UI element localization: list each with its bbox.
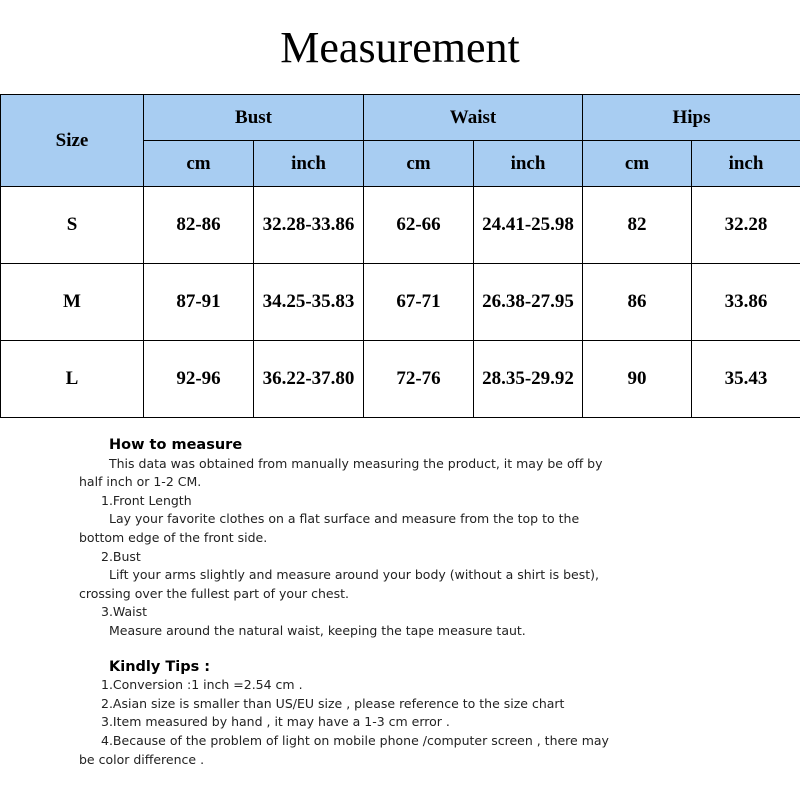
table-cell: 92-96 xyxy=(144,341,254,418)
tip-item: 4.Because of the problem of light on mobile phone /computer screen , there may xyxy=(101,732,609,748)
table-cell: 62-66 xyxy=(364,187,474,264)
waist-header: Waist xyxy=(364,95,583,141)
table-cell: 67-71 xyxy=(364,264,474,341)
front-length-title: 1.Front Length xyxy=(101,492,192,508)
unit-header: inch xyxy=(692,141,800,187)
notes-line: half inch or 1-2 CM. xyxy=(79,474,202,490)
unit-header: cm xyxy=(583,141,692,187)
table-cell: 86 xyxy=(583,264,692,341)
table-cell: 26.38-27.95 xyxy=(474,264,583,341)
unit-header: inch xyxy=(254,141,364,187)
notes-line: Measure around the natural waist, keeping the tape measure taut. xyxy=(109,622,526,638)
table-cell: 35.43 xyxy=(692,341,800,418)
table-row xyxy=(1,187,800,264)
table-row xyxy=(1,264,800,341)
measurement-notes xyxy=(79,436,679,769)
tip-item: 3.Item measured by hand , it may have a 1-3 cm error . xyxy=(101,714,450,730)
tip-item: 1.Conversion :1 inch =2.54 cm . xyxy=(101,677,303,693)
table-cell: 28.35-29.92 xyxy=(474,341,583,418)
how-to-measure-heading: How to measure xyxy=(109,437,243,453)
table-cell: 34.25-35.83 xyxy=(254,264,364,341)
bust-title: 2.Bust xyxy=(101,548,141,564)
tip-item: be color difference . xyxy=(79,751,205,767)
table-cell: 32.28 xyxy=(692,187,800,264)
bust-header: Bust xyxy=(144,95,364,141)
notes-line: bottom edge of the front side. xyxy=(79,529,268,545)
table-cell: 33.86 xyxy=(692,264,800,341)
size-header: Size xyxy=(1,95,144,187)
notes-line: Lift your arms slightly and measure around your body (without a shirt is best), xyxy=(109,567,599,583)
table-cell: 32.28-33.86 xyxy=(254,187,364,264)
tip-item: 2.Asian size is smaller than US/EU size , please reference to the size chart xyxy=(101,695,565,711)
table-cell: 82 xyxy=(583,187,692,264)
tips-heading: Kindly Tips : xyxy=(109,658,211,675)
notes-line: Lay your favorite clothes on a flat surface and measure from the top to the xyxy=(109,511,580,527)
size-cell: M xyxy=(1,264,144,341)
unit-header: inch xyxy=(474,141,583,187)
unit-header: cm xyxy=(144,141,254,187)
waist-title: 3.Waist xyxy=(101,604,148,620)
table-cell: 36.22-37.80 xyxy=(254,341,364,418)
table-cell: 87-91 xyxy=(144,264,254,341)
size-cell: S xyxy=(1,187,144,264)
kindly-tips xyxy=(79,658,679,770)
notes-line: This data was obtained from manually measuring the product, it may be off by xyxy=(109,455,603,471)
notes-line: crossing over the fullest part of your chest. xyxy=(79,585,349,601)
table-cell: 90 xyxy=(583,341,692,418)
table-cell: 24.41-25.98 xyxy=(474,187,583,264)
size-chart-table xyxy=(0,94,800,418)
hips-header: Hips xyxy=(583,95,800,141)
size-cell: L xyxy=(1,341,144,418)
table-cell: 72-76 xyxy=(364,341,474,418)
table-cell: 82-86 xyxy=(144,187,254,264)
unit-header: cm xyxy=(364,141,474,187)
page-title: Measurement xyxy=(280,23,520,72)
table-row xyxy=(1,341,800,418)
